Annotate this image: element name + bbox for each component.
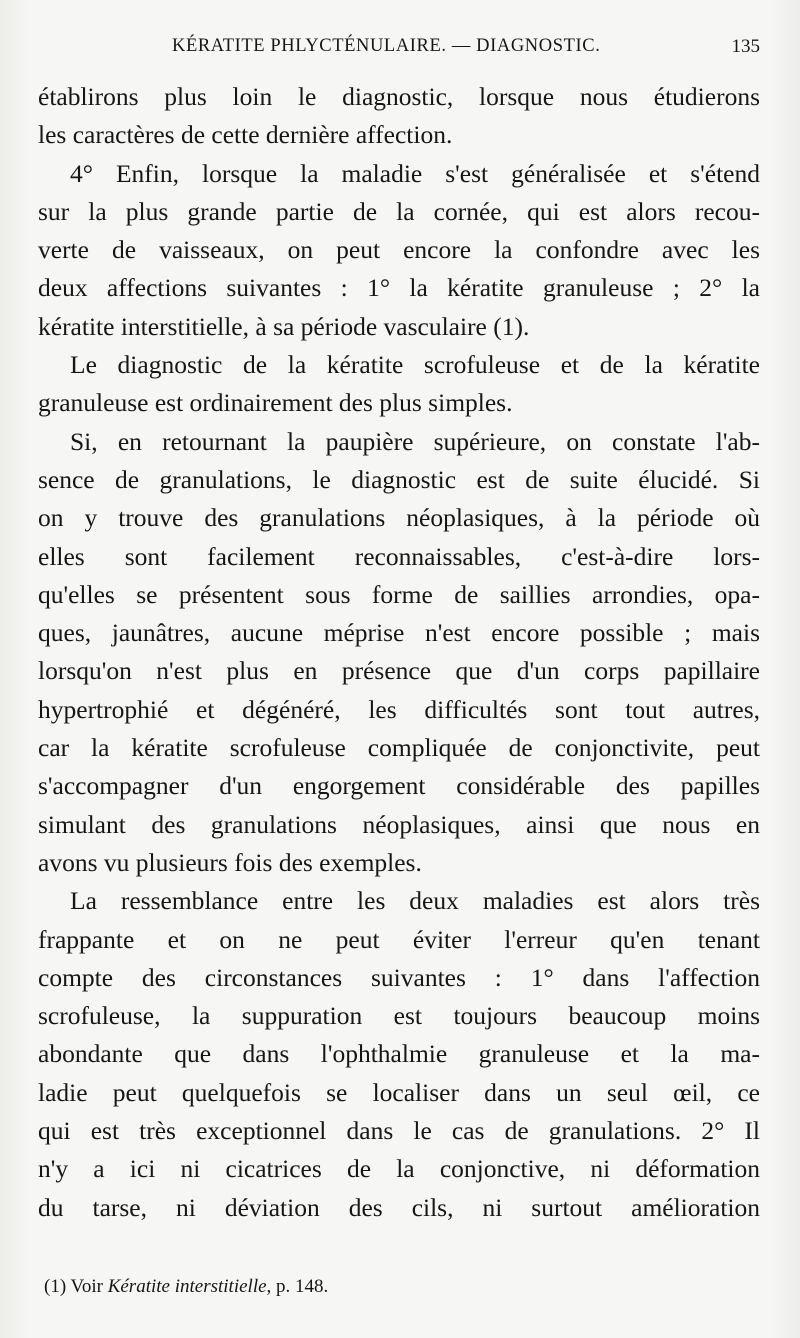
text-line: avons vu plusieurs fois des exemples.	[38, 847, 422, 877]
text-line: qu'elles se présentent sous forme de saillies arrondies, opa-	[38, 579, 760, 609]
text-line: scrofuleuse, la suppuration est toujours beaucoup moins	[38, 1001, 760, 1031]
page-number: 135	[731, 36, 760, 57]
footnote-marker: (1) Voir	[44, 1276, 108, 1297]
text-line: frappante et on ne peut éviter l'erreur qu'en tenant	[38, 924, 760, 954]
text-line: établirons plus loin le diagnostic, lorsque nous étudierons	[38, 82, 760, 111]
text-line: sur la plus grande partie de la cornée, qui est alors recou-	[38, 196, 760, 226]
text-line: hypertrophié et dégénéré, les difficultés sont tout autres,	[38, 694, 760, 724]
text-line: verte de vaisseaux, on peut encore la confondre avec les	[38, 235, 760, 265]
text-line: La ressemblance entre les deux maladies est alors très	[70, 886, 760, 916]
text-line: 4° Enfin, lorsque la maladie s'est généralisée et s'étend	[70, 158, 760, 188]
text-line: deux affections suivantes : 1° la kératite granuleuse ; 2° la	[38, 273, 760, 303]
text-line: car la kératite scrofuleuse compliquée de conjonctivite, peut	[38, 733, 760, 763]
text-line: simulant des granulations néoplasiques, ainsi que nous en	[38, 809, 760, 839]
text-line: Si, en retournant la paupière supérieure, on constate l'ab-	[70, 426, 760, 456]
text-line: ladie peut quelquefois se localiser dans un seul œil, ce	[38, 1077, 760, 1107]
footnote-reference-title: Kératite interstitielle	[107, 1276, 267, 1297]
footnote-reference-page: , p. 148.	[266, 1276, 329, 1297]
footnote	[44, 1276, 328, 1298]
text-line: Le diagnostic de la kératite scrofuleuse et de la kératite	[70, 350, 760, 380]
text-line: on y trouve des granulations néoplasiques, à la période où	[38, 503, 760, 533]
text-line: elles sont facilement reconnaissables, c'est-à-dire lors-	[38, 541, 760, 571]
text-line: ques, jaunâtres, aucune méprise n'est encore possible ; mais	[38, 618, 760, 648]
text-line: lorsqu'on n'est plus en présence que d'un corps papillaire	[38, 656, 760, 686]
text-line: abondante que dans l'ophthalmie granuleuse et la ma-	[38, 1039, 760, 1069]
text-line: granuleuse est ordinairement des plus simples.	[38, 388, 513, 418]
text-line: les caractères de cette dernière affection.	[38, 120, 453, 150]
text-line: kératite interstitielle, à sa période vasculaire (1).	[38, 311, 530, 341]
text-line: compte des circonstances suivantes : 1° dans l'affection	[38, 962, 760, 992]
running-title: KÉRATITE PHLYCTÉNULAIRE. — DIAGNOSTIC.	[172, 36, 601, 56]
text-line: du tarse, ni déviation des cils, ni surtout amélioration	[38, 1192, 760, 1222]
text-line: s'accompagner d'un engorgement considérable des papilles	[38, 771, 760, 801]
text-line: n'y a ici ni cicatrices de la conjonctive, ni déformation	[38, 1154, 760, 1184]
text-line: qui est très exceptionnel dans le cas de granulations. 2° Il	[38, 1116, 760, 1146]
page-header	[40, 34, 760, 66]
body-text	[38, 78, 760, 1227]
text-line: sence de granulations, le diagnostic est de suite élucidé. Si	[38, 464, 760, 494]
